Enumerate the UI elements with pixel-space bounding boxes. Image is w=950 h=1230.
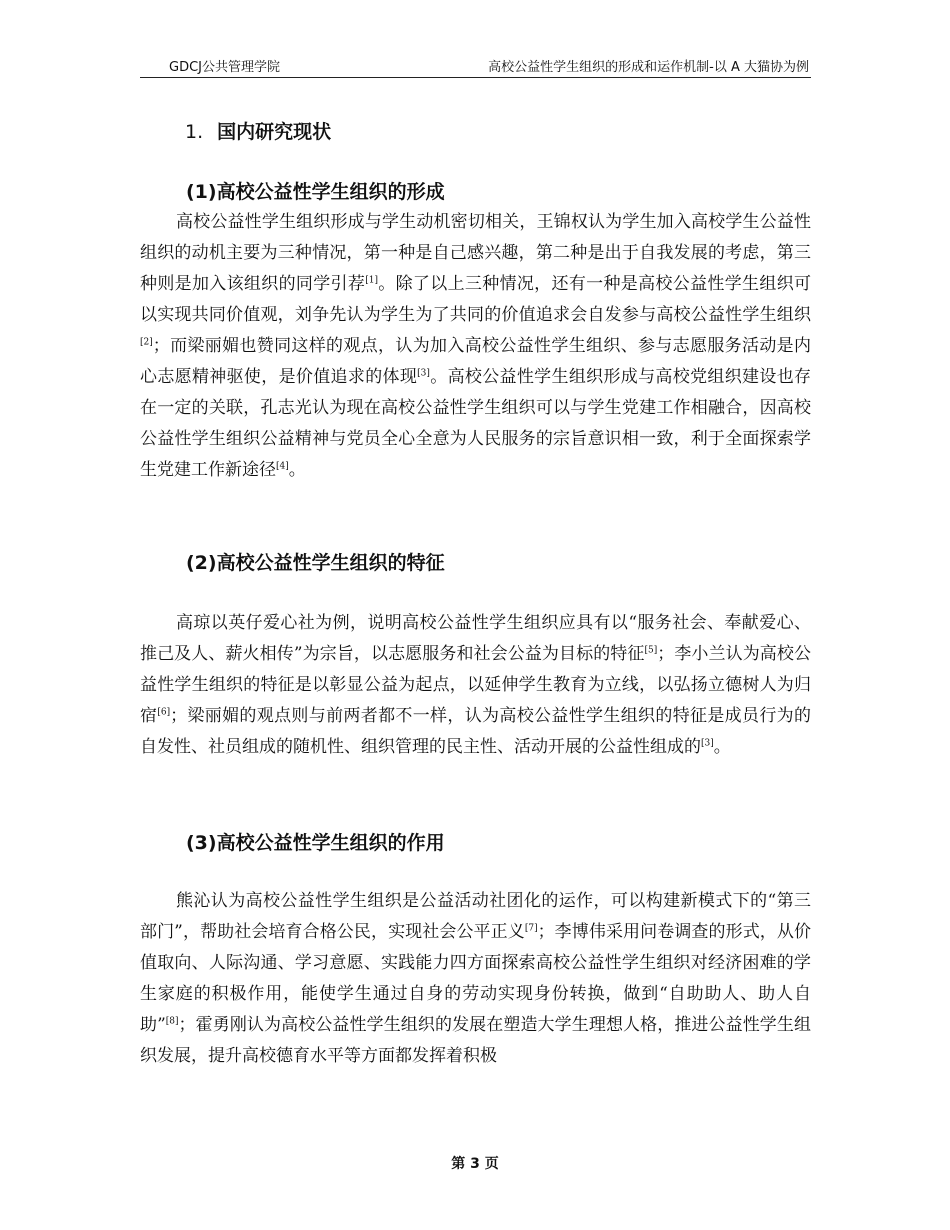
paragraph-role (140, 886, 811, 1072)
header-institution: GDCJ公共管理学院 (169, 60, 280, 75)
section-heading (185, 117, 331, 144)
text-segment: 高琼以英仔爱心社为例，说明高校公益性学生组织应具有以“服务社会、奉献爱心、推己及人、薪火相传”为宗旨，以志愿服务和社会公益为目标的特征 (140, 613, 811, 664)
page-number: 第 3 页 (451, 1156, 499, 1172)
text-segment: 熊沁认为高校公益性学生组织是公益活动社团化的运作，可以构建新模式下的“第三部门”，帮助社会培育合格公民，实现社会公平正义 (140, 891, 811, 942)
text-segment: ；梁丽媚的观点则与前两者都不一样，认为高校公益性学生组织的特征是成员行为的自发性、社员组成的随机性、组织管理的民主性、活动开展的公益性组成的 (140, 706, 812, 757)
citation: [5] (644, 645, 658, 656)
text-segment: 。高校公益性学生组织形成与高校党组织建设也存在一定的关联，孔志光认为现在高校公益性学生组织可以与学生党建工作相融合，因高校公益性学生组织公益精神与党员全心全意为人民服务的宗旨意识相一致，利于全面探索学生党建工作新途径 (140, 367, 812, 480)
running-header (140, 53, 811, 78)
paragraph-features (140, 608, 811, 763)
section-title: 国内研究现状 (217, 121, 332, 143)
subsection-heading-features: (2)高校公益性学生组织的特征 (186, 552, 445, 574)
citation: [6] (157, 707, 171, 718)
citation: [7] (524, 923, 538, 934)
citation: [3] (701, 738, 714, 749)
citation: [8] (165, 1016, 179, 1027)
text-segment: 高校公益性学生组织形成与学生动机密切相关，王锦权认为学生加入高校学生公益性组织的动机主要为三种情况，第一种是自己感兴趣，第二种是出于自我发展的考虑，第三种则是加入该组织的同学引荐 (140, 212, 811, 294)
citation: [1] (365, 275, 378, 286)
text-segment: 。 (288, 460, 306, 480)
citation: [3] (417, 368, 430, 379)
text-segment: ；霍勇刚认为高校公益性学生组织的发展在塑造大学生理想人格，推进公益性学生组织发展，提升高校德育水平等方面都发挥着积极 (140, 1015, 811, 1066)
text-segment: 。除了以上三种情况，还有一种是高校公益性学生组织可以实现共同价值观，刘争先认为学生为了共同的价值追求会自发参与高校公益性学生组织 (140, 274, 812, 325)
text-segment: ；李小兰认为高校公益性学生组织的特征是以彰显公益为起点，以延伸学生教育为立线，以弘扬立德树人为归宿 (140, 644, 811, 726)
text-segment: ；李博伟采用问卷调查的形式，从价值取向、人际沟通、学习意愿、实践能力四方面探索高校公益性学生组织对经济困难的学生家庭的积极作用，能使学生通过自身的劳动实现身份转换，做到“自助助人、助人自助” (140, 922, 811, 1035)
citation: [4] (276, 461, 289, 472)
section-number: 1. (185, 121, 204, 143)
text-segment: ；而梁丽媚也赞同这样的观点，认为加入高校公益性学生组织、参与志愿服务活动是内心志愿精神驱使，是价值追求的体现 (140, 336, 811, 387)
text-segment: 。 (713, 737, 731, 757)
citation: [2] (140, 337, 153, 348)
header-paper-title: 高校公益性学生组织的形成和运作机制-以 A 大猫协为例 (488, 60, 809, 75)
paragraph-formation (140, 207, 811, 486)
subsection-heading-formation: (1)高校公益性学生组织的形成 (186, 181, 445, 203)
subsection-heading-role: (3)高校公益性学生组织的作用 (186, 832, 445, 854)
